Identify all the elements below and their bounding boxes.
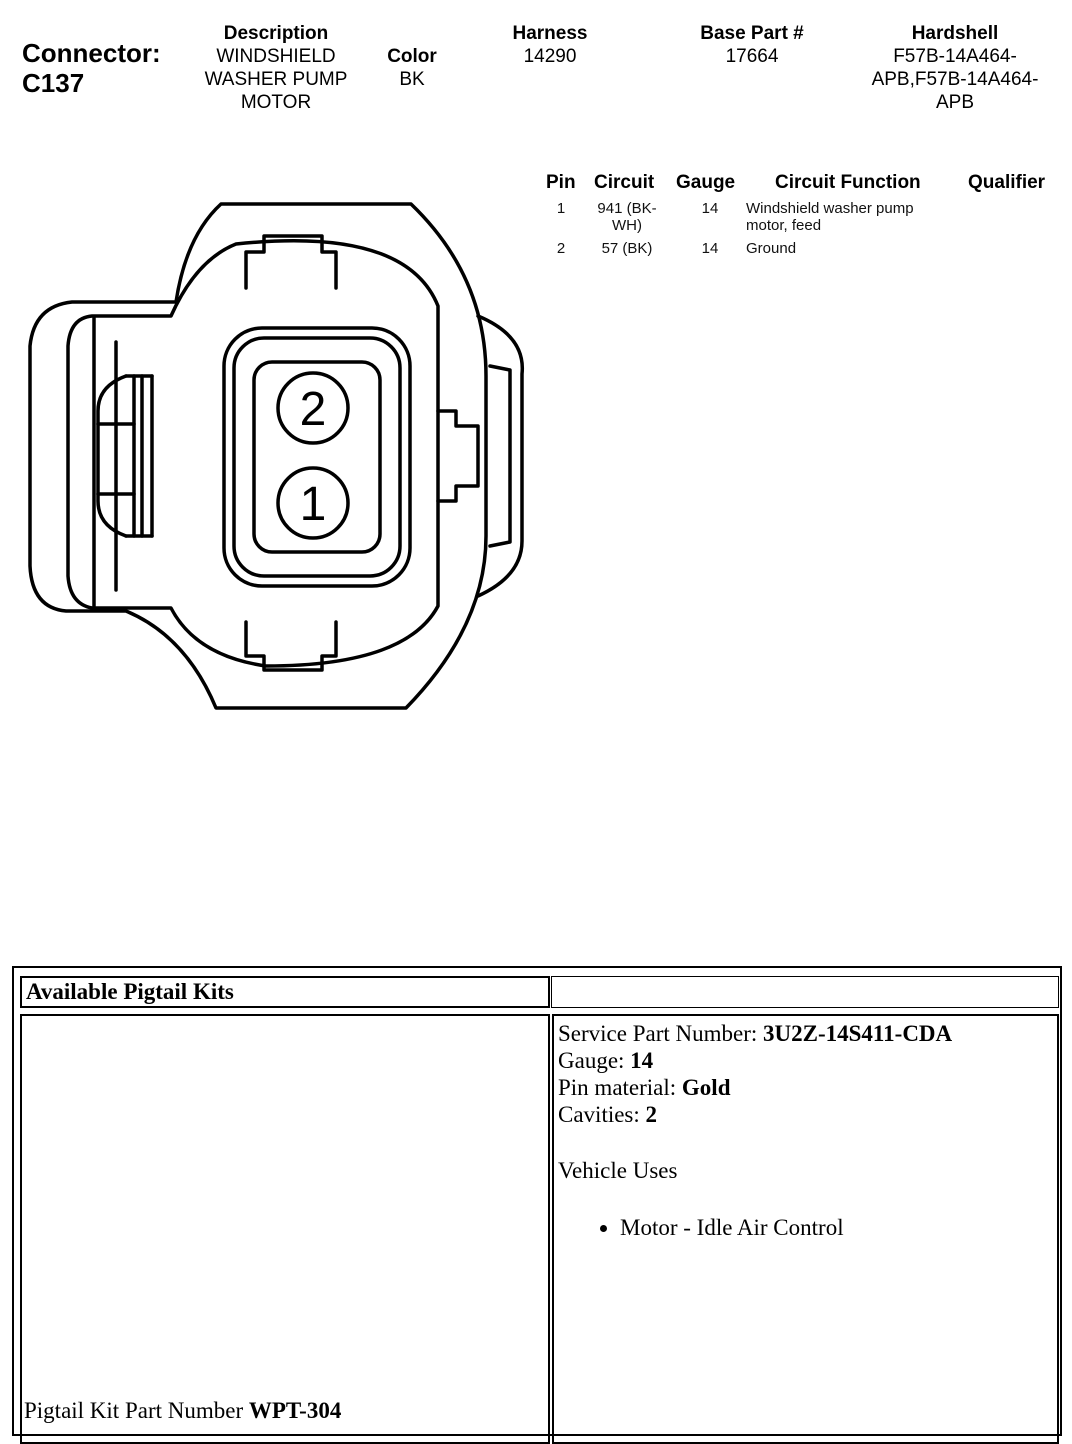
pin-label-1: 1 xyxy=(299,478,327,531)
kit-part-label: Pigtail Kit Part Number xyxy=(24,1398,249,1423)
hardshell-label: Hardshell xyxy=(911,23,999,44)
connector-title xyxy=(22,38,161,98)
circuit-cell: 941 (BK- WH) xyxy=(597,200,657,234)
pin-table-header xyxy=(536,172,1066,196)
function-cell: Ground xyxy=(746,240,797,257)
pin-table xyxy=(536,172,1066,260)
color-column xyxy=(372,45,452,91)
service-part-value: 3U2Z-14S411-CDA xyxy=(763,1021,953,1046)
pin-cell: 1 xyxy=(556,200,566,217)
cavities-label: Cavities: xyxy=(558,1102,646,1127)
table-row xyxy=(536,240,1066,260)
kit-part-value: WPT-304 xyxy=(248,1398,342,1423)
pigtail-kits-title-blank xyxy=(551,976,1059,1008)
color-value: BK xyxy=(399,69,425,90)
color-label: Color xyxy=(387,46,437,67)
circuit-cell: 57 (BK) xyxy=(601,240,653,257)
header-pin: Pin xyxy=(546,172,576,193)
gauge-cell: 14 xyxy=(701,200,719,217)
pin-material xyxy=(558,1074,1053,1101)
top-key xyxy=(246,236,336,288)
gauge-info-label: Gauge: xyxy=(558,1048,631,1073)
description-label: Description xyxy=(223,23,329,44)
pin-label-2: 2 xyxy=(299,383,327,436)
pigtail-kits-table xyxy=(12,966,1062,1436)
header-circuit-function: Circuit Function xyxy=(775,172,921,193)
cavities-value: 2 xyxy=(645,1102,658,1127)
description-column xyxy=(186,22,366,114)
pigtail-kits-title: Available Pigtail Kits xyxy=(20,976,550,1008)
service-part-label: Service Part Number: xyxy=(558,1021,764,1046)
pin-cell: 2 xyxy=(556,240,566,257)
gauge-cell: 14 xyxy=(701,240,719,257)
list-item: • Motor - Idle Air Control xyxy=(620,1214,1053,1241)
pigtail-details-cell xyxy=(552,1014,1059,1444)
pigtail-kit-part-number xyxy=(24,1398,341,1424)
base-part-column xyxy=(682,22,822,68)
right-key xyxy=(438,411,478,501)
header-qualifier: Qualifier xyxy=(968,172,1046,193)
gauge-info-value: 14 xyxy=(630,1048,654,1073)
harness-label: Harness xyxy=(512,23,588,44)
harness-value: 14290 xyxy=(523,46,577,67)
cavities xyxy=(558,1101,1053,1128)
harness-column xyxy=(490,22,610,68)
vehicle-uses-list xyxy=(558,1214,1053,1241)
header-circuit: Circuit xyxy=(594,172,655,193)
hardshell-value: F57B-14A464- APB,F57B-14A464- APB xyxy=(871,46,1039,113)
function-cell: Windshield washer pump motor, feed xyxy=(746,200,914,234)
base-part-value: 17664 xyxy=(725,46,779,67)
hardshell-column xyxy=(850,22,1060,114)
vehicle-uses-title: Vehicle Uses xyxy=(558,1158,678,1183)
header-gauge: Gauge xyxy=(676,172,736,193)
base-part-label: Base Part # xyxy=(700,23,804,44)
service-part-number xyxy=(558,1020,1053,1047)
pin-material-label: Pin material: xyxy=(558,1075,682,1100)
gauge-info xyxy=(558,1047,1053,1074)
connector-id: C137 xyxy=(22,68,85,98)
table-row xyxy=(536,200,1066,240)
description-value: WINDSHIELD WASHER PUMP MOTOR xyxy=(204,46,348,113)
bottom-key xyxy=(246,622,336,670)
connector-face-diagram xyxy=(26,196,530,716)
pigtail-image-cell xyxy=(20,1014,550,1444)
pin-material-value: Gold xyxy=(681,1075,731,1100)
cavity-housing-outer xyxy=(224,328,410,586)
connector-label: Connector: xyxy=(22,38,161,68)
